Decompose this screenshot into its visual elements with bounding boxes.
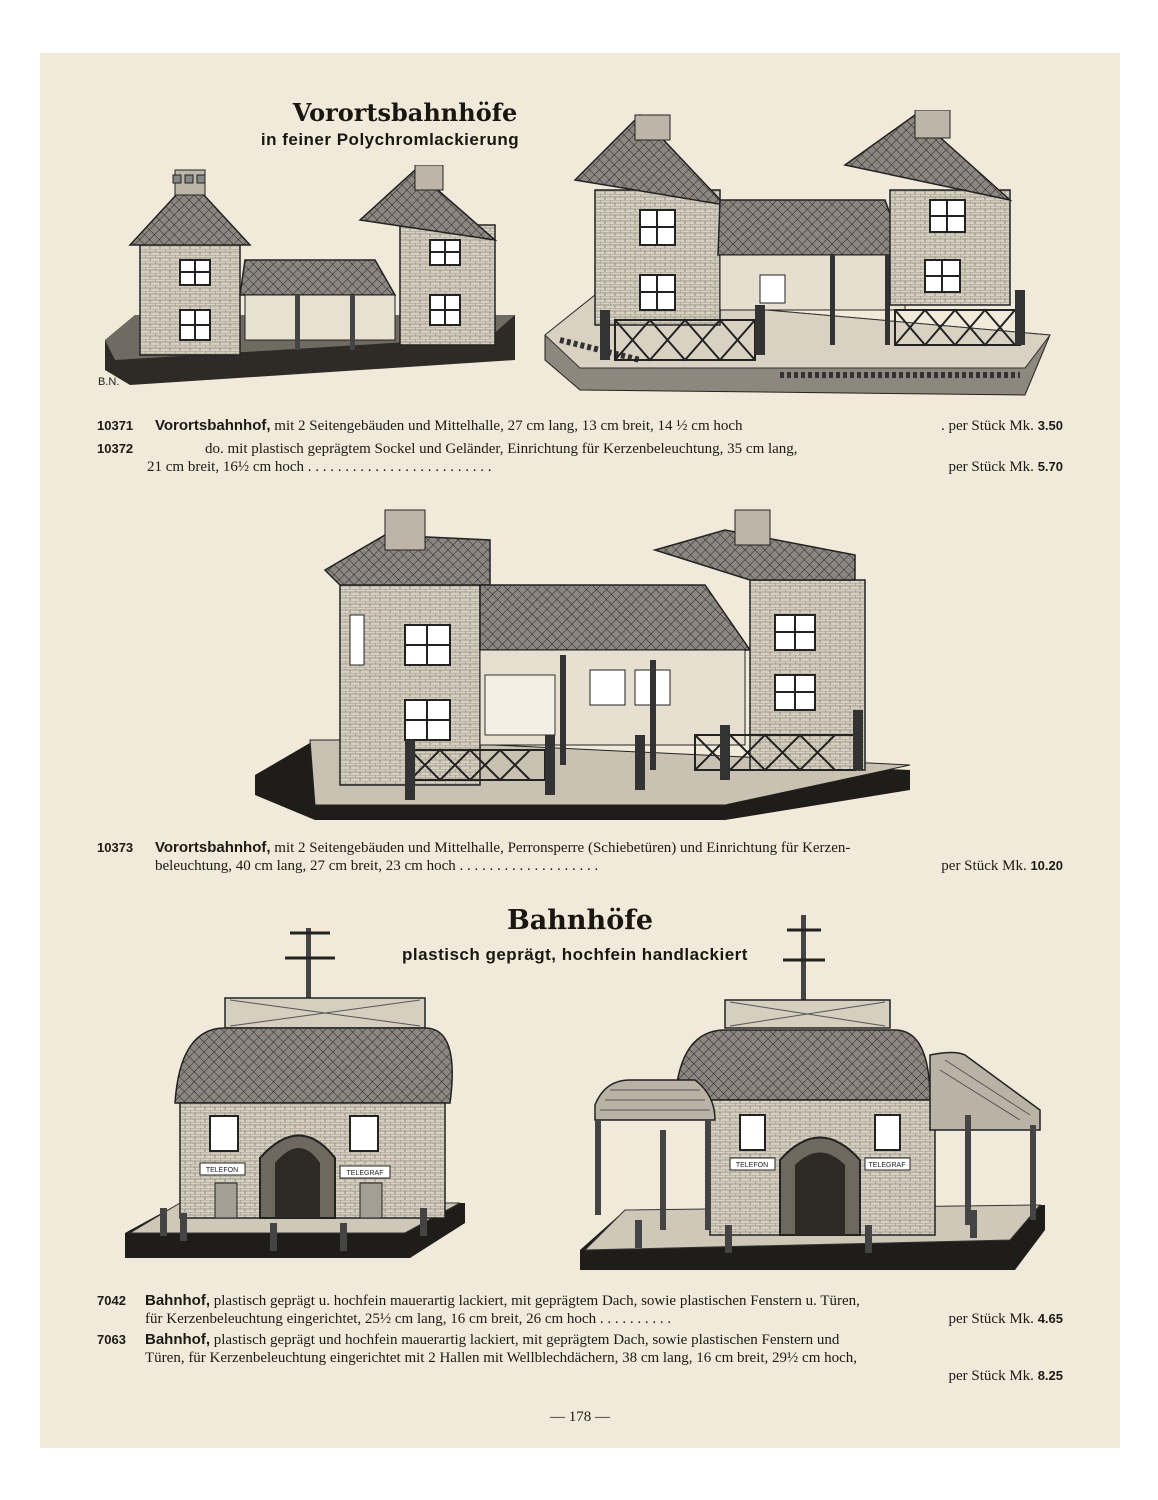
price-label: per Stück Mk. — [948, 1368, 1034, 1384]
item-name: Bahnhof, — [145, 1292, 210, 1309]
item-number: 10371 — [97, 418, 134, 433]
price-label: . per Stück Mk. — [941, 418, 1034, 434]
price-value: 5.70 — [1037, 459, 1063, 474]
item-description-cont: Türen, für Kerzenbeleuchtung eingerichtet mit 2 Hallen mit Wellblechdächern, 38 cm lang, 16 cm breit, 29½ cm hoch, — [145, 1350, 858, 1366]
sign-telefon: TELEFON — [205, 1167, 239, 1174]
section-title-bahnhoefe: Bahnhöfe — [506, 905, 653, 936]
price-value: 8.25 — [1037, 1368, 1063, 1383]
illustration-7063 — [575, 905, 1055, 1280]
item-name: Vorortsbahnhof, — [155, 417, 271, 434]
page-number: — 178 — — [550, 1409, 610, 1425]
item-number: 7063 — [97, 1332, 126, 1347]
price-label: per Stück Mk. — [948, 459, 1034, 475]
item-description-cont: 21 cm breit, 16½ cm hoch . . . . . . . . . . . . . . . . . . . . . . . . . — [147, 459, 492, 475]
item-name: Vorortsbahnhof, — [155, 839, 271, 856]
item-description: mit plastisch geprägtem Sockel und Geländer, Einrichtung für Kerzenbeleuchtung, 35 cm lang, — [227, 441, 798, 457]
price-label: per Stück Mk. — [941, 858, 1027, 874]
item-description: plastisch geprägt u. hochfein mauerartig lackiert, mit geprägtem Dach, sowie plastischen Fenstern u. Türen, — [213, 1293, 860, 1309]
item-description: mit 2 Seitengebäuden und Mittelhalle, 27 cm lang, 13 cm breit, 14 ½ cm hoch — [274, 418, 743, 434]
sign-telefon: TELEFON — [735, 1162, 769, 1169]
sign-telegraf: TELEGRAF — [868, 1162, 906, 1169]
engraver-signature: B.N. — [98, 376, 120, 388]
item-description-cont: beleuchtung, 40 cm lang, 27 cm breit, 23 cm hoch . . . . . . . . . . . . . . . . . . . — [155, 858, 599, 874]
price-label: per Stück Mk. — [948, 1311, 1034, 1327]
item-number: 7042 — [97, 1293, 126, 1308]
price-value: 10.20 — [1030, 858, 1063, 873]
entry-7063 — [97, 1331, 1063, 1387]
section-title-vorortsbahnhoefe: Vorortsbahnhöfe — [292, 98, 518, 127]
illustration-10371 — [95, 165, 525, 400]
item-description: mit 2 Seitengebäuden und Mittelhalle, Perronsperre (Schiebetüren) und Einrichtung für Kerzen- — [274, 840, 851, 856]
entry-7042 — [97, 1292, 1063, 1330]
section-subtitle-polychrom: in feiner Polychromlackierung — [260, 130, 520, 149]
item-description-cont: für Kerzenbeleuchtung eingerichtet, 25½ cm lang, 16 cm breit, 26 cm hoch . . . . . . . . . . — [145, 1311, 672, 1327]
item-name: Bahnhof, — [145, 1331, 210, 1348]
item-number: 10372 — [97, 441, 134, 456]
sign-telegraf: TELEGRAF — [346, 1170, 384, 1177]
item-description: plastisch geprägt und hochfein mauerartig lackiert, mit geprägtem Dach, sowie plastischen Fenstern und — [213, 1332, 840, 1348]
price-value: 4.65 — [1037, 1311, 1063, 1326]
entry-10371 — [97, 417, 1063, 437]
entry-10372 — [97, 440, 1063, 478]
item-number: 10373 — [97, 840, 134, 855]
illustration-10372 — [540, 110, 1055, 400]
item-name: do. — [205, 441, 224, 457]
illustration-10373 — [255, 505, 915, 825]
price-value: 3.50 — [1037, 418, 1063, 433]
entry-10373 — [97, 839, 1063, 877]
illustration-7042 — [120, 918, 480, 1263]
section-subtitle-handlackiert: plastisch geprägt, hochfein handlackiert — [402, 945, 748, 964]
